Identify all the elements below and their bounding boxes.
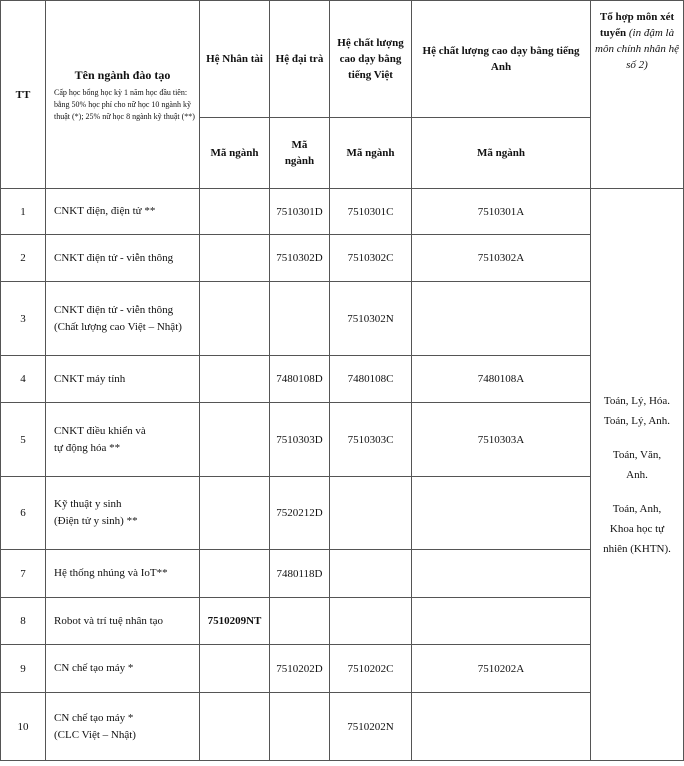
talent-code-label: Mã ngành [200,118,270,189]
hq-vn-code-label: Mã ngành [330,118,412,189]
program-name [46,235,200,282]
row-number: 7 [1,550,46,598]
combo-header-note: (in đậm là môn chính nhân hệ số 2) [595,27,680,71]
row-number: 10 [1,693,46,761]
table-row [1,235,684,282]
row-number: 6 [1,477,46,550]
program-name-line: Kỹ thuật y sinh [54,498,122,510]
mass-code: 7510202D [270,645,330,693]
talent-code [200,403,270,477]
hq-vn-code: 7510302N [330,282,412,356]
row-number: 3 [1,282,46,356]
combo-line: Anh. [626,468,648,481]
program-name-line: CNKT điện tử - viễn thông [54,251,174,264]
program-name [46,645,200,693]
program-name [46,282,200,356]
mass-code: 7510302D [270,235,330,282]
tt-header: TT [1,1,46,189]
table-row [1,403,684,477]
hq-vn-code [330,477,412,550]
hq-en-code: 7510302A [412,235,591,282]
mass-code [270,282,330,356]
mass-code [270,693,330,761]
hq-vn-code [330,598,412,645]
table-row [1,598,684,645]
talent-code [200,282,270,356]
program-name [46,598,200,645]
program-name-line: CN chế tạo máy * [54,711,134,724]
combo-header [591,1,684,189]
hq-vn-code: 7510202N [330,693,412,761]
mass-code: 7520212D [270,477,330,550]
combo-line: Toán, Lý, Hóa. [603,394,671,407]
talent-code [200,477,270,550]
combo-line: Toán, Anh, [612,502,662,515]
program-name [46,550,200,598]
talent-code [200,235,270,282]
hq-en-code [412,282,591,356]
subject-combinations [591,189,684,761]
program-name-line: (Chất lượng cao Việt – Nhật) [54,320,182,333]
row-number: 4 [1,356,46,403]
talent-code [200,356,270,403]
hq-en-code [412,477,591,550]
hq-en-header: Hệ chất lượng cao dạy bằng tiếng Anh [412,1,591,118]
program-name [46,356,200,403]
talent-header: Hệ Nhân tài [200,1,270,118]
row-number: 9 [1,645,46,693]
table-row [1,356,684,403]
combo-header-title: Tổ hợp môn xét tuyển [599,11,675,39]
program-name-title: Tên ngành đào tạo [74,67,171,82]
row-number: 1 [1,189,46,235]
hq-en-code: 7480108A [412,356,591,403]
mass-code: 7510301D [270,189,330,235]
program-name-line: Robot và trí tuệ nhân tạo [54,614,164,627]
talent-code: 7510209NT [200,598,270,645]
hq-en-code: 7510202A [412,645,591,693]
combo-line: Toán, Lý, Anh. [603,414,671,427]
row-number: 8 [1,598,46,645]
table-row [1,282,684,356]
combo-line: nhiên (KHTN). [603,542,671,555]
program-name-line: CNKT máy tính [54,372,126,385]
program-name-header [46,1,200,189]
program-name-line: (CLC Việt – Nhật) [54,728,136,741]
mass-code: 7510303D [270,403,330,477]
hq-vn-code: 7510303C [330,403,412,477]
hq-vn-code [330,550,412,598]
program-name-line: CNKT điện tử - viễn thông [54,303,174,316]
hq-vn-code: 7510301C [330,189,412,235]
mass-code: 7480108D [270,356,330,403]
combo-line: Khoa học tự [609,522,665,535]
mass-header: Hệ đại trà [270,1,330,118]
program-name [46,403,200,477]
hq-vn-code: 7510202C [330,645,412,693]
hq-vn-code: 7510302C [330,235,412,282]
hq-en-code [412,598,591,645]
mass-code-label: Mã ngành [270,118,330,189]
talent-code [200,189,270,235]
scholarship-note: Cấp học bổng học kỳ 1 năm học đầu tiên: bằng 50% học phí cho nữ học 10 ngành kỹ thuật (*); 25% nữ học 8 ngành kỹ thuật (**) [54,87,195,121]
talent-code [200,693,270,761]
hq-en-code-label: Mã ngành [412,118,591,189]
hq-en-code [412,693,591,761]
program-name-line: CNKT điều khiển và [54,424,146,437]
table-row [1,550,684,598]
row-number: 2 [1,235,46,282]
mass-code [270,598,330,645]
program-name-line: CN chế tạo máy * [54,662,134,674]
hq-en-code [412,550,591,598]
program-name-line: Hệ thống nhúng và IoT** [54,567,168,579]
hq-en-code: 7510303A [412,403,591,477]
program-name-line: (Điện tử y sinh) ** [54,515,138,527]
table-row [1,645,684,693]
row-number: 5 [1,403,46,477]
program-name [46,189,200,235]
hq-vn-header: Hệ chất lượng cao dạy bằng tiếng Việt [330,1,412,118]
talent-code [200,550,270,598]
table-row [1,477,684,550]
combo-line: Toán, Văn, [612,448,662,461]
program-name-line: CNKT điện, điện tử ** [54,205,156,217]
table-row [1,189,684,235]
hq-en-code: 7510301A [412,189,591,235]
program-name-line: tự động hóa ** [54,441,121,454]
talent-code [200,645,270,693]
hq-vn-code: 7480108C [330,356,412,403]
program-name [46,477,200,550]
mass-code: 7480118D [270,550,330,598]
program-name [46,693,200,761]
table-row [1,693,684,761]
